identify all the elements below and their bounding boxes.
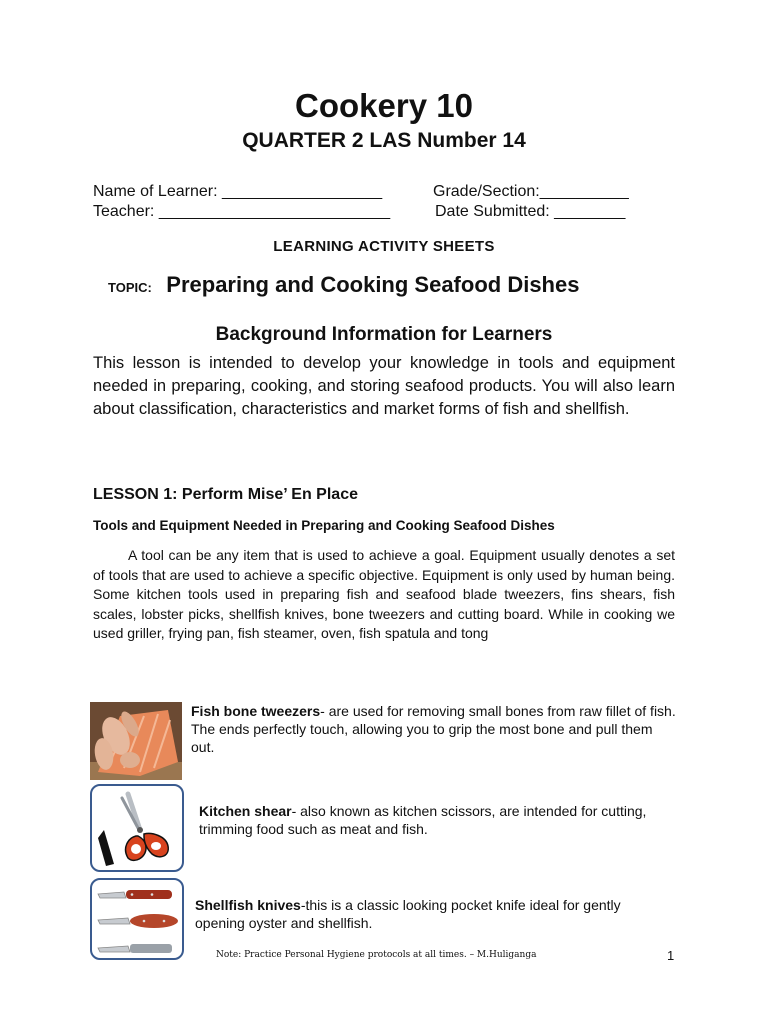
background-heading: Background Information for Learners xyxy=(215,324,553,345)
tools-paragraph: A tool can be any item that is used to achieve a goal. Equipment usually denotes a set of tools that are used to achieve a specific objective. Equipment is only used by human being. Some kitchen tools used in preparing fish and seafood blade tweezers, fins shears, fish scales, lobster picks, shellfish knives, bone tweezers and cutting board. While in cooking we used griller, frying pan, fish steamer, oven, fish spatula and tong xyxy=(93,547,675,641)
page-number: 1 xyxy=(667,948,675,963)
teacher-field: Teacher: __________________________ xyxy=(93,203,391,220)
shellfish-knives-name: Shellfish knives xyxy=(195,897,301,913)
kitchen-shear-description xyxy=(199,802,669,838)
background-paragraph: This lesson is intended to develop your knowledge in tools and equipment needed in preparing, cooking, and storing seafood products. You will also learn about classification, characteristics and market forms of fish and shellfish. xyxy=(93,354,675,418)
tools-heading: Tools and Equipment Needed in Preparing and Cooking Seafood Dishes xyxy=(93,518,555,533)
grade-section-field: Grade/Section:__________ xyxy=(433,183,629,200)
shellfish-knives-text: -this is a classic looking pocket knife ideal for gently opening oyster and shellfish. xyxy=(195,897,621,931)
kitchen-shear-text: - also known as kitchen scissors, are intended for cutting, trimming food such as meat and fish. xyxy=(199,803,647,837)
fish-fillet-photo-icon xyxy=(90,702,182,780)
topic-label: TOPIC: xyxy=(108,280,152,295)
topic-line xyxy=(108,272,728,298)
document-title: Cookery 10 xyxy=(295,87,473,124)
topic-title: Preparing and Cooking Seafood Dishes xyxy=(166,272,580,297)
kitchen-shears-photo-icon xyxy=(90,784,184,872)
fish-bone-tweezers-name: Fish bone tweezers xyxy=(191,703,321,719)
name-field: Name of Learner: __________________ xyxy=(93,183,383,200)
document-subtitle: QUARTER 2 LAS Number 14 xyxy=(242,129,526,152)
fish-bone-tweezers-text: - are used for removing small bones from raw fillet of fish. The ends perfectly touch, allowing you to grip the most bone and pull them out. xyxy=(191,703,676,755)
lesson-title: LESSON 1: Perform Mise’ En Place xyxy=(93,486,358,503)
las-heading: LEARNING ACTIVITY SHEETS xyxy=(273,238,495,255)
footer-note: Note: Practice Personal Hygiene protocols at all times. – M.Huliganga xyxy=(216,950,537,960)
fish-bone-tweezers-description xyxy=(191,702,677,756)
shellfish-knives-description xyxy=(195,896,673,932)
shellfish-knives-photo-icon xyxy=(90,878,184,960)
date-submitted-field: Date Submitted: ________ xyxy=(435,203,626,220)
kitchen-shear-name: Kitchen shear xyxy=(199,803,292,819)
